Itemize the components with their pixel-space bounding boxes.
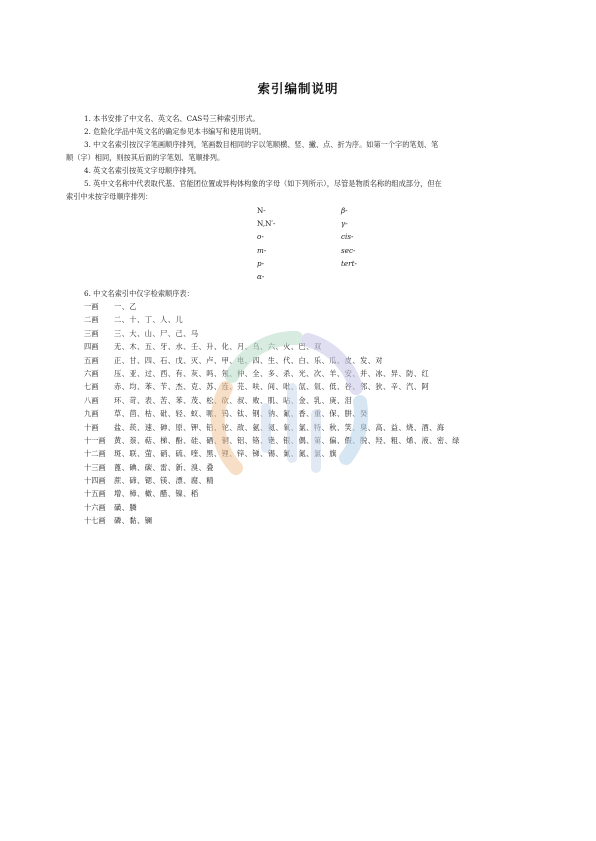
stroke-characters: 黄、萘、萜、梯、酚、硅、硒、铜、铝、铬、铯、银、偶、第、偏、假、脱、羟、粗、烯、液、密、绿 [114,435,460,445]
prefix-symbol: p- [257,258,265,268]
stroke-count-label: 四画 [84,342,99,352]
paragraph-2: 2. 危险化学品中英文名的确定参见本书编写和使用说明。 [84,127,266,136]
stroke-count-label: 八画 [84,395,99,405]
prefix-symbol: sec- [341,245,356,255]
stroke-characters: 斑、联、萤、硝、硫、喹、黑、锂、锌、锑、锡、氰、氮、氯、旗 [114,449,337,459]
page-title: 索引编制说明 [257,81,339,96]
prefix-symbol: γ- [341,219,348,229]
stroke-characters: 蓖、碘、碳、雷、新、溴、叠 [114,462,214,472]
stroke-characters: 一、乙 [114,302,138,311]
stroke-count-label: 十六画 [84,502,106,512]
prefix-symbol-column-left [257,204,275,283]
prefix-symbol: α- [257,271,265,281]
stroke-count-label: 十一画 [84,435,106,445]
stroke-count-label: 五画 [84,355,99,365]
stroke-characters: 磺、膦 [114,502,138,512]
prefix-symbol: N,N′- [257,219,276,229]
stroke-row [84,514,544,527]
stroke-count-label: 十七画 [84,516,106,526]
stroke-count-label: 六画 [84,368,99,378]
paragraph-5-continued: 索引中未按字母顺序排列： [66,192,153,201]
stroke-characters: 增、樟、橄、醋、镍、稻 [114,489,199,499]
stroke-row [84,300,544,313]
stroke-characters: 磷、黏、镧 [114,516,153,526]
stroke-count-label: 十五画 [84,489,106,499]
stroke-count-label: 七画 [84,382,99,392]
paragraph-4: 4. 英文名索引按英文字母顺序排列。 [84,166,201,175]
paragraph-5: 5. 英中文名称中代表取代基、官能团位置或异构体构象的字母（如下列所示），尽管是物质名称的组成部分，但在 [84,179,442,188]
stroke-characters: 无、木、五、牙、水、壬、升、化、月、乌、六、火、巴、双 [114,342,322,352]
prefix-symbol-column-right [341,204,357,270]
stroke-count-label: 十二画 [84,449,106,459]
paragraph-3-continued: 顺（字）相同，则按其后面的字笔划、笔顺排列。 [66,153,225,162]
stroke-characters: 二、十、丁、人、儿 [114,315,184,325]
prefix-symbol: m- [257,245,267,255]
stroke-characters: 三、大、山、尸、己、马 [114,328,199,338]
watermark-logo [196,318,382,504]
prefix-symbol: β- [341,206,348,215]
paragraph-3: 3. 中文名索引按汉字笔画顺序排列，笔画数目相同的字以笔顺横、竖、撇、点、折为序。如第一个字的笔划、笔 [84,140,439,149]
prefix-symbol: cis- [341,232,354,242]
stroke-count-label: 十画 [84,422,99,432]
stroke-characters: 正、甘、四、石、戊、灭、卢、甲、电、四、生、代、白、乐、瓜、皮、发、对 [114,355,384,365]
stroke-characters: 环、苛、表、苦、苯、茂、松、砍、叔、败、肌、呫、金、乳、庚、泪 [114,395,353,405]
stroke-count-label: 九画 [84,409,99,419]
stroke-characters: 蔗、碲、锶、镁、漂、腐、精 [114,476,214,486]
paragraph-1: 1. 本书安排了中文名、英文名、CAS号三种索引形式。 [84,114,260,123]
stroke-count-label: 十三画 [84,462,106,472]
paragraph-6: 6. 中文名索引中仅字检索顺序表： [84,289,194,298]
stroke-count-label: 一画 [84,302,99,311]
stroke-characters: 盐、莰、速、砷、原、钾、铅、铊、敌、氨、氦、氧、氯、特、秋、笑、臭、高、益、烧、酒、海 [114,422,445,432]
stroke-count-label: 二画 [84,315,99,325]
prefix-symbol: o- [257,232,264,242]
stroke-characters: 压、亚、过、西、有、灰、吗、氖、仲、全、多、杀、光、次、羊、安、并、冰、异、防、红 [114,368,430,378]
prefix-symbol: N- [257,206,266,215]
stroke-count-label: 三画 [84,328,99,338]
prefix-symbol: tert- [341,258,357,268]
stroke-characters: 草、茴、枯、砒、轻、蚁、哌、钨、钛、钢、钠、氟、香、重、保、肼、癸 [114,409,368,419]
stroke-characters: 赤、均、苯、苄、杰、克、苏、连、芫、呋、间、吡、氙、氚、低、谷、邻、狄、辛、汽、阿 [114,382,430,392]
stroke-count-label: 十四画 [84,476,106,486]
